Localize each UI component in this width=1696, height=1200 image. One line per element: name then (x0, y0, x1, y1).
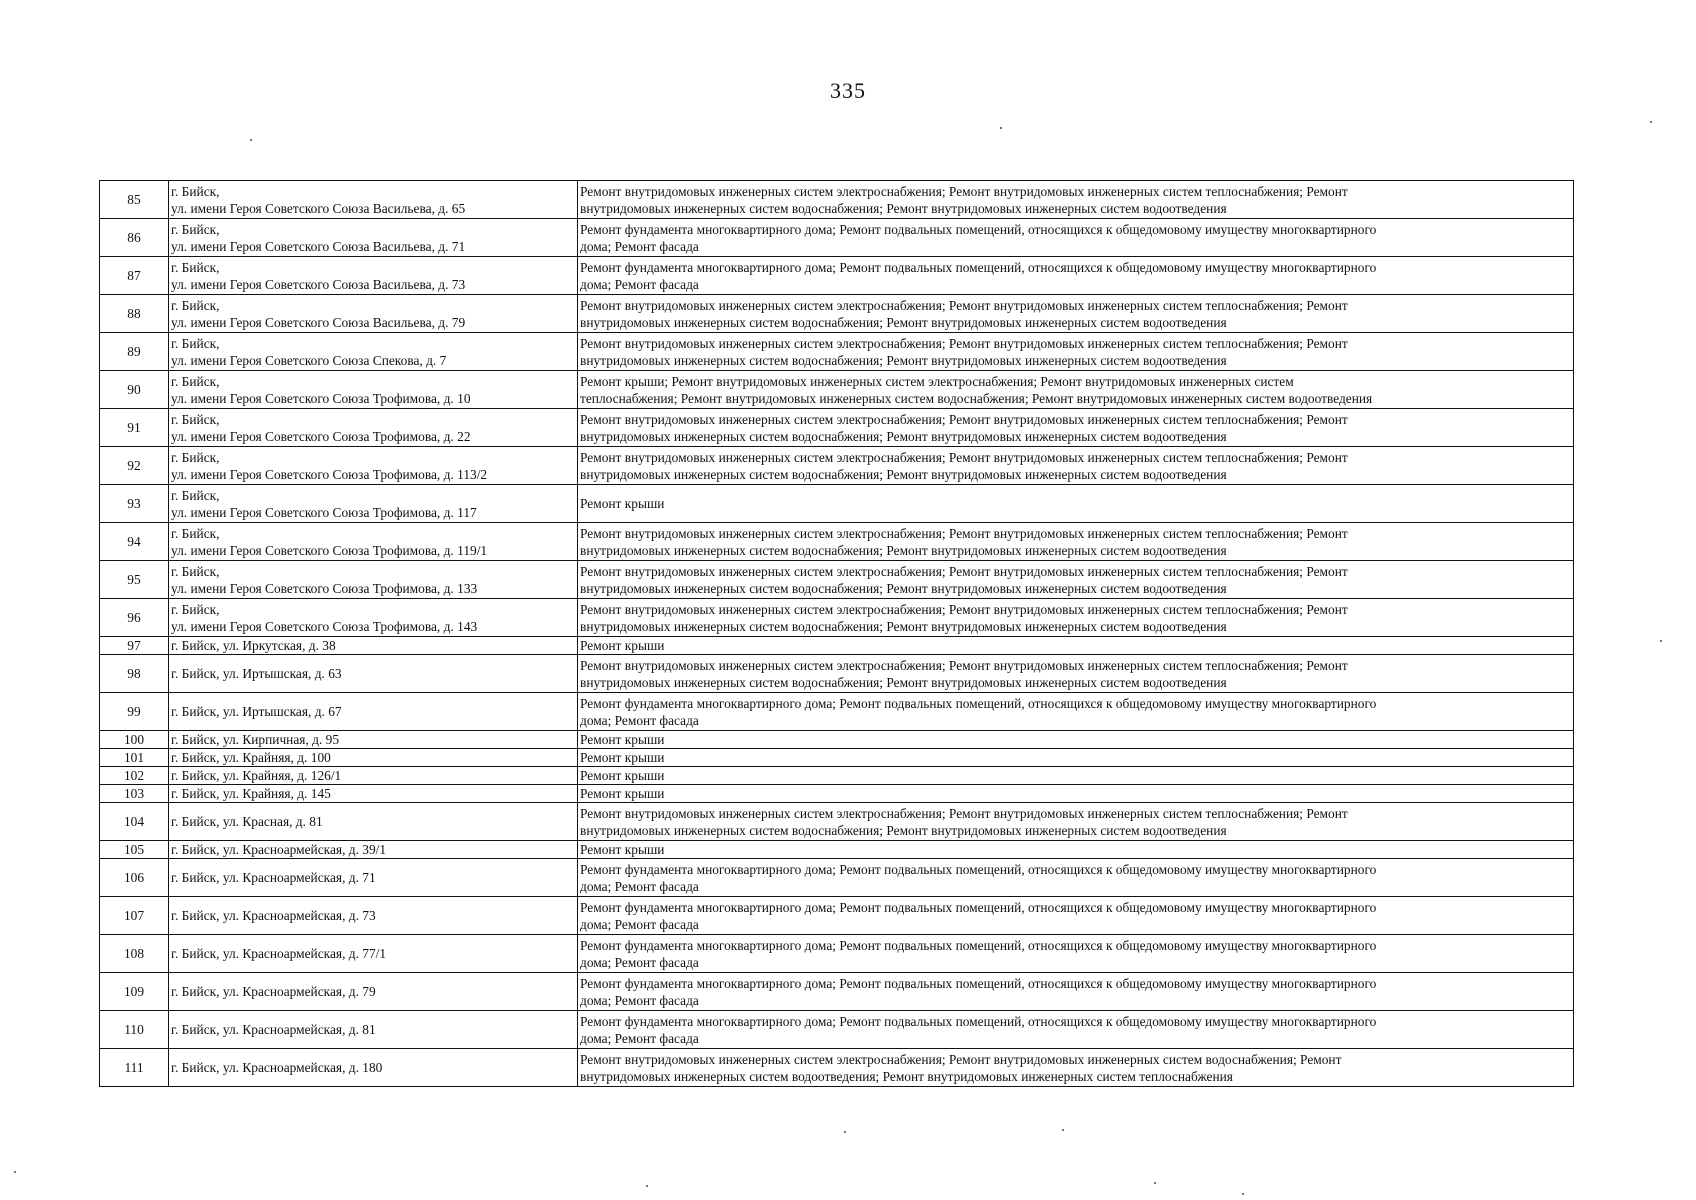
address-line: ул. имени Героя Советского Союза Васильева, д. 79 (171, 314, 466, 330)
address-cell (169, 409, 578, 447)
row-number-cell: 108 (100, 935, 169, 973)
scan-speck (646, 1185, 648, 1187)
repair-works-line: внутридомовых инженерных систем водоснабжения; Ремонт внутридомовых инженерных систем водоотведения (580, 618, 1227, 634)
repair-works-cell (578, 655, 1574, 693)
table-row (100, 731, 1574, 749)
repair-works-cell (578, 257, 1574, 295)
repair-works-cell (578, 897, 1574, 935)
table-row (100, 181, 1574, 219)
table-row (100, 257, 1574, 295)
address-line: ул. имени Героя Советского Союза Васильева, д. 71 (171, 238, 466, 254)
repair-works-cell (578, 973, 1574, 1011)
address-cell (169, 749, 578, 767)
address-line: г. Бийск, (171, 487, 220, 503)
row-number-cell: 109 (100, 973, 169, 1011)
scan-speck (1242, 1193, 1244, 1195)
repair-works-line: внутридомовых инженерных систем водоснабжения; Ремонт внутридомовых инженерных систем водоотведения (580, 466, 1227, 482)
address-cell (169, 767, 578, 785)
scan-speck (250, 139, 252, 141)
row-number-cell: 89 (100, 333, 169, 371)
address-line: ул. имени Героя Советского Союза Васильева, д. 65 (171, 200, 466, 216)
repair-works-cell (578, 731, 1574, 749)
address-cell (169, 333, 578, 371)
repair-works-cell (578, 785, 1574, 803)
row-number-cell: 85 (100, 181, 169, 219)
scan-speck (14, 1171, 16, 1173)
repair-works-line: дома; Ремонт фасада (580, 276, 699, 292)
scan-speck (844, 1131, 846, 1133)
repair-works-cell (578, 935, 1574, 973)
address-line: г. Бийск, ул. Красноармейская, д. 180 (171, 1060, 383, 1075)
row-number-cell: 95 (100, 561, 169, 599)
address-line: ул. имени Героя Советского Союза Спекова, д. 7 (171, 352, 447, 368)
repair-works-line: Ремонт внутридомовых инженерных систем электроснабжения; Ремонт внутридомовых инженерных систем теплоснабжения; Ремонт (580, 601, 1348, 617)
address-cell (169, 859, 578, 897)
address-line: ул. имени Героя Советского Союза Трофимова, д. 119/1 (171, 542, 488, 558)
repair-works-line: дома; Ремонт фасада (580, 992, 699, 1008)
address-line: г. Бийск, (171, 259, 220, 275)
address-line: г. Бийск, (171, 373, 220, 389)
repair-works-cell (578, 859, 1574, 897)
repair-works-cell (578, 637, 1574, 655)
repair-works-line: Ремонт крыши (580, 768, 665, 783)
address-cell (169, 897, 578, 935)
address-cell (169, 693, 578, 731)
repair-works-line: теплоснабжения; Ремонт внутридомовых инженерных систем водоснабжения; Ремонт внутридомовых инженерных систем водоотведения (580, 390, 1373, 406)
repair-works-line: Ремонт крыши (580, 842, 665, 857)
address-line: г. Бийск, ул. Красноармейская, д. 79 (171, 984, 376, 999)
repair-works-line: Ремонт крыши (580, 750, 665, 765)
table-row (100, 371, 1574, 409)
repair-works-cell (578, 181, 1574, 219)
repair-works-line: Ремонт фундамента многоквартирного дома; Ремонт подвальных помещений, относящихся к общедомовому имуществу многоквартирного (580, 937, 1377, 953)
repair-works-line: Ремонт внутридомовых инженерных систем электроснабжения; Ремонт внутридомовых инженерных систем теплоснабжения; Ремонт (580, 335, 1348, 351)
address-line: ул. имени Героя Советского Союза Трофимова, д. 22 (171, 428, 471, 444)
repair-works-line: Ремонт крыши (580, 786, 665, 801)
repair-works-line: внутридомовых инженерных систем водоснабжения; Ремонт внутридомовых инженерных систем водоотведения (580, 822, 1227, 838)
repair-works-line: внутридомовых инженерных систем водоснабжения; Ремонт внутридомовых инженерных систем водоотведения (580, 542, 1227, 558)
repair-works-cell (578, 841, 1574, 859)
repair-works-cell (578, 333, 1574, 371)
address-cell (169, 257, 578, 295)
table-row (100, 785, 1574, 803)
table-row (100, 599, 1574, 637)
table-row (100, 447, 1574, 485)
row-number-cell: 111 (100, 1049, 169, 1087)
repair-works-line: дома; Ремонт фасада (580, 878, 699, 894)
table-row (100, 841, 1574, 859)
repair-works-line: Ремонт внутридомовых инженерных систем электроснабжения; Ремонт внутридомовых инженерных систем теплоснабжения; Ремонт (580, 563, 1348, 579)
row-number-cell: 107 (100, 897, 169, 935)
repair-works-line: Ремонт фундамента многоквартирного дома; Ремонт подвальных помещений, относящихся к общедомовому имуществу многоквартирного (580, 259, 1377, 275)
repair-works-line: Ремонт фундамента многоквартирного дома; Ремонт подвальных помещений, относящихся к общедомовому имуществу многоквартирного (580, 1013, 1377, 1029)
address-cell (169, 841, 578, 859)
address-cell (169, 219, 578, 257)
address-line: г. Бийск, ул. Красноармейская, д. 39/1 (171, 842, 387, 857)
table-row (100, 749, 1574, 767)
repair-works-cell (578, 767, 1574, 785)
repair-works-line: Ремонт фундамента многоквартирного дома; Ремонт подвальных помещений, относящихся к общедомовому имуществу многоквартирного (580, 861, 1377, 877)
repair-works-line: внутридомовых инженерных систем водоснабжения; Ремонт внутридомовых инженерных систем водоотведения (580, 428, 1227, 444)
row-number-cell: 86 (100, 219, 169, 257)
table-row (100, 295, 1574, 333)
scan-speck (1154, 1182, 1156, 1184)
address-line: г. Бийск, (171, 601, 220, 617)
address-cell (169, 295, 578, 333)
repair-works-cell (578, 693, 1574, 731)
repair-works-cell (578, 1011, 1574, 1049)
repair-works-line: внутридомовых инженерных систем водоснабжения; Ремонт внутридомовых инженерных систем водоотведения (580, 314, 1227, 330)
repair-works-cell (578, 561, 1574, 599)
address-line: ул. имени Героя Советского Союза Трофимова, д. 143 (171, 618, 478, 634)
address-line: г. Бийск, ул. Крайняя, д. 126/1 (171, 768, 342, 783)
repair-works-line: внутридомовых инженерных систем водоснабжения; Ремонт внутридомовых инженерных систем водоотведения (580, 200, 1227, 216)
address-line: г. Бийск, ул. Иркутская, д. 38 (171, 638, 336, 653)
repair-works-line: внутридомовых инженерных систем водоснабжения; Ремонт внутридомовых инженерных систем водоотведения (580, 674, 1227, 690)
address-line: ул. имени Героя Советского Союза Трофимова, д. 10 (171, 390, 471, 406)
repair-works-line: дома; Ремонт фасада (580, 1030, 699, 1046)
repair-works-line: внутридомовых инженерных систем водоснабжения; Ремонт внутридомовых инженерных систем водоотведения (580, 352, 1227, 368)
address-cell (169, 803, 578, 841)
address-cell (169, 935, 578, 973)
row-number-cell: 92 (100, 447, 169, 485)
table-row (100, 859, 1574, 897)
address-line: г. Бийск, (171, 297, 220, 313)
page-number: 335 (830, 78, 866, 103)
table-row (100, 523, 1574, 561)
repair-works-line: Ремонт крыши (580, 638, 665, 653)
address-cell (169, 785, 578, 803)
repair-works-line: Ремонт внутридомовых инженерных систем электроснабжения; Ремонт внутридомовых инженерных систем теплоснабжения; Ремонт (580, 449, 1348, 465)
repair-works-line: Ремонт фундамента многоквартирного дома; Ремонт подвальных помещений, относящихся к общедомовому имуществу многоквартирного (580, 899, 1377, 915)
repair-works-line: Ремонт внутридомовых инженерных систем электроснабжения; Ремонт внутридомовых инженерных систем теплоснабжения; Ремонт (580, 297, 1348, 313)
address-line: г. Бийск, (171, 525, 220, 541)
table-row (100, 409, 1574, 447)
repair-works-line: дома; Ремонт фасада (580, 916, 699, 932)
table-row (100, 767, 1574, 785)
repair-works-line: Ремонт фундамента многоквартирного дома; Ремонт подвальных помещений, относящихся к общедомовому имуществу многоквартирного (580, 975, 1377, 991)
table-body (100, 181, 1574, 1087)
table-row (100, 973, 1574, 1011)
repair-works-cell (578, 485, 1574, 523)
address-cell (169, 655, 578, 693)
row-number-cell: 100 (100, 731, 169, 749)
address-line: г. Бийск, (171, 335, 220, 351)
row-number-cell: 98 (100, 655, 169, 693)
repair-table (99, 180, 1574, 1087)
repair-works-line: Ремонт фундамента многоквартирного дома; Ремонт подвальных помещений, относящихся к общедомовому имуществу многоквартирного (580, 695, 1377, 711)
address-line: ул. имени Героя Советского Союза Трофимова, д. 117 (171, 504, 477, 520)
repair-works-cell (578, 409, 1574, 447)
repair-works-cell (578, 803, 1574, 841)
repair-works-line: внутридомовых инженерных систем водоснабжения; Ремонт внутридомовых инженерных систем водоотведения (580, 580, 1227, 596)
row-number-cell: 94 (100, 523, 169, 561)
row-number-cell: 106 (100, 859, 169, 897)
address-cell (169, 1049, 578, 1087)
row-number-cell: 88 (100, 295, 169, 333)
address-cell (169, 523, 578, 561)
table-row (100, 333, 1574, 371)
row-number-cell: 97 (100, 637, 169, 655)
row-number-cell: 110 (100, 1011, 169, 1049)
repair-works-cell (578, 219, 1574, 257)
address-cell (169, 731, 578, 749)
row-number-cell: 103 (100, 785, 169, 803)
address-line: г. Бийск, ул. Кирпичная, д. 95 (171, 732, 340, 747)
row-number-cell: 99 (100, 693, 169, 731)
address-line: г. Бийск, ул. Иртышская, д. 67 (171, 704, 342, 719)
repair-works-line: дома; Ремонт фасада (580, 712, 699, 728)
address-line: г. Бийск, (171, 411, 220, 427)
repair-works-line: Ремонт крыши (580, 732, 665, 747)
table-row (100, 561, 1574, 599)
table-row (100, 655, 1574, 693)
address-cell (169, 371, 578, 409)
address-cell (169, 485, 578, 523)
address-cell (169, 599, 578, 637)
address-cell (169, 637, 578, 655)
row-number-cell: 93 (100, 485, 169, 523)
scan-speck (1660, 640, 1662, 642)
address-cell (169, 561, 578, 599)
table-row (100, 803, 1574, 841)
address-cell (169, 973, 578, 1011)
row-number-cell: 104 (100, 803, 169, 841)
address-line: г. Бийск, (171, 563, 220, 579)
repair-works-line: Ремонт крыши (580, 496, 665, 511)
address-line: ул. имени Героя Советского Союза Трофимова, д. 133 (171, 580, 478, 596)
address-line: г. Бийск, (171, 449, 220, 465)
repair-works-line: Ремонт крыши; Ремонт внутридомовых инженерных систем электроснабжения; Ремонт внутридомовых инженерных систем (580, 373, 1294, 389)
address-cell (169, 181, 578, 219)
address-line: г. Бийск, ул. Крайняя, д. 100 (171, 750, 331, 765)
repair-works-cell (578, 523, 1574, 561)
address-line: г. Бийск, ул. Красная, д. 81 (171, 814, 323, 829)
address-line: г. Бийск, ул. Красноармейская, д. 71 (171, 870, 376, 885)
address-line: ул. имени Героя Советского Союза Трофимова, д. 113/2 (171, 466, 488, 482)
repair-works-line: Ремонт внутридомовых инженерных систем электроснабжения; Ремонт внутридомовых инженерных систем водоснабжения; Ремонт (580, 1051, 1342, 1067)
row-number-cell: 101 (100, 749, 169, 767)
repair-works-line: Ремонт внутридомовых инженерных систем электроснабжения; Ремонт внутридомовых инженерных систем теплоснабжения; Ремонт (580, 411, 1348, 427)
row-number-cell: 105 (100, 841, 169, 859)
table-row (100, 485, 1574, 523)
address-line: г. Бийск, (171, 221, 220, 237)
address-line: г. Бийск, ул. Иртышская, д. 63 (171, 666, 342, 681)
address-line: ул. имени Героя Советского Союза Васильева, д. 73 (171, 276, 466, 292)
address-line: г. Бийск, (171, 183, 220, 199)
repair-works-line: дома; Ремонт фасада (580, 238, 699, 254)
repair-works-cell (578, 447, 1574, 485)
repair-works-line: Ремонт внутридомовых инженерных систем электроснабжения; Ремонт внутридомовых инженерных систем теплоснабжения; Ремонт (580, 805, 1348, 821)
repair-works-cell (578, 599, 1574, 637)
row-number-cell: 90 (100, 371, 169, 409)
repair-works-line: Ремонт фундамента многоквартирного дома; Ремонт подвальных помещений, относящихся к общедомовому имуществу многоквартирного (580, 221, 1377, 237)
row-number-cell: 91 (100, 409, 169, 447)
scan-speck (1062, 1129, 1064, 1131)
scan-speck (1000, 127, 1002, 129)
table-row (100, 935, 1574, 973)
table-row (100, 637, 1574, 655)
table-row (100, 1049, 1574, 1087)
repair-works-cell (578, 371, 1574, 409)
repair-works-cell (578, 1049, 1574, 1087)
table-row (100, 219, 1574, 257)
address-cell (169, 447, 578, 485)
repair-works-line: Ремонт внутридомовых инженерных систем электроснабжения; Ремонт внутридомовых инженерных систем теплоснабжения; Ремонт (580, 525, 1348, 541)
address-line: г. Бийск, ул. Красноармейская, д. 77/1 (171, 946, 387, 961)
table-row (100, 897, 1574, 935)
repair-works-line: Ремонт внутридомовых инженерных систем электроснабжения; Ремонт внутридомовых инженерных систем теплоснабжения; Ремонт (580, 657, 1348, 673)
repair-works-line: внутридомовых инженерных систем водоотведения; Ремонт внутридомовых инженерных систем теплоснабжения (580, 1068, 1233, 1084)
scan-speck (1650, 121, 1652, 123)
row-number-cell: 87 (100, 257, 169, 295)
table-row (100, 693, 1574, 731)
repair-works-line: Ремонт внутридомовых инженерных систем электроснабжения; Ремонт внутридомовых инженерных систем теплоснабжения; Ремонт (580, 183, 1348, 199)
address-line: г. Бийск, ул. Крайняя, д. 145 (171, 786, 331, 801)
address-line: г. Бийск, ул. Красноармейская, д. 73 (171, 908, 376, 923)
address-cell (169, 1011, 578, 1049)
row-number-cell: 96 (100, 599, 169, 637)
address-line: г. Бийск, ул. Красноармейская, д. 81 (171, 1022, 376, 1037)
row-number-cell: 102 (100, 767, 169, 785)
repair-works-cell (578, 295, 1574, 333)
repair-works-cell (578, 749, 1574, 767)
repair-works-line: дома; Ремонт фасада (580, 954, 699, 970)
table-row (100, 1011, 1574, 1049)
